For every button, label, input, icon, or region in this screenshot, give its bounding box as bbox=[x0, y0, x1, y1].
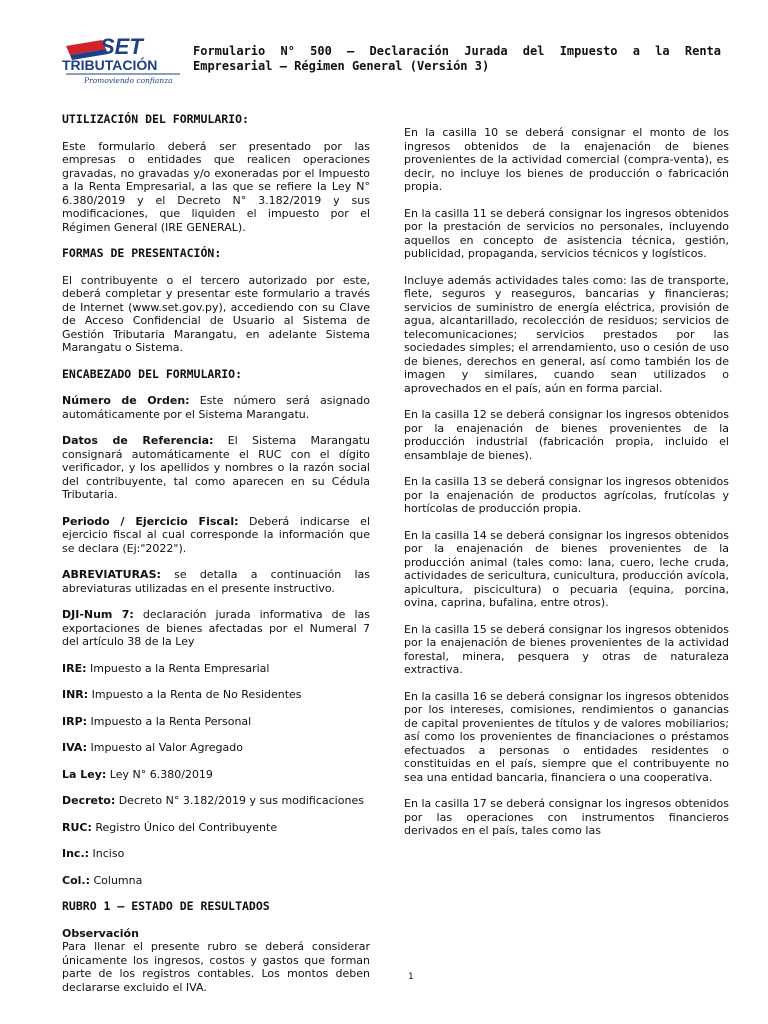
abbr-key: DJI-Num 7: bbox=[62, 608, 134, 621]
paragraph-incluye: Incluye además actividades tales como: las de transporte, flete, seguros y reaseguros, bancarias y financieras; servicios de suministro de energía eléctrica, provisión de agua, alcantarillado, recolección de residuos; servicios de telecomunicaciones; servicios prestados por las sociedades simples; el arrendamiento, uso o cesión de uso de bienes, derechos en general, así como también los de imagen y similares, cuando sean utilizados o aprovechados en el país, aún en forma parcial. bbox=[404, 273, 729, 395]
abbr-value: declaración jurada informativa de las exportaciones de bienes afectadas por el Numeral 7 del artículo 38 de la Ley bbox=[62, 608, 370, 648]
abbr-item bbox=[62, 608, 370, 649]
paragraph-casilla-13: En la casilla 13 se deberá consignar los ingresos obtenidos por la enajenación de productos agrícolas, frutícolas y hortícolas de producción propia. bbox=[404, 475, 729, 515]
abbr-value: Impuesto a la Renta Personal bbox=[87, 714, 252, 728]
label-abreviaturas: ABREVIATURAS: bbox=[62, 568, 161, 581]
paragraph-formas: El contribuyente o el tercero autorizado por este, deberá completar y presentar este formulario a través de Internet (www.set.gov.py), accediendo con su Clave de Acceso Confidencial de Usuario al Sistema de Gestión Tributaria Marangatu, en adelante Sistema Marangatu o Sistema. bbox=[62, 273, 370, 354]
label-datos-referencia: Datos de Referencia: bbox=[62, 434, 214, 447]
right-column bbox=[404, 126, 729, 851]
text-numero-orden: Este número será asignado automáticamente por el Sistema Marangatu. bbox=[62, 394, 370, 421]
abbr-key: RUC: bbox=[62, 820, 92, 834]
abbr-key: IRP: bbox=[62, 714, 88, 728]
heading-utilizacion: UTILIZACIÓN DEL FORMULARIO: bbox=[62, 112, 249, 126]
abbr-key: La Ley: bbox=[62, 767, 107, 781]
abbr-value: Impuesto a la Renta Empresarial bbox=[86, 661, 270, 675]
paragraph-abreviaturas bbox=[62, 568, 370, 595]
abbr-key: Col.: bbox=[62, 873, 90, 887]
heading-formas: FORMAS DE PRESENTACIÓN: bbox=[62, 246, 222, 260]
paragraph-casilla-16: En la casilla 16 se deberá consignar los ingresos obtenidos por los intereses, comisiones, rendimientos o ganancias de capital provenientes de títulos y de valores mobiliarios; así como los provenientes de financiaciones o préstamos efectuados a personas o entidades residentes o constituidas en el país, siempre que el contribuyente no sea una entidad bancaria, financiera o una cooperativa. bbox=[404, 689, 729, 784]
abbr-value: Ley N° 6.380/2019 bbox=[106, 767, 213, 781]
abbr-item bbox=[62, 662, 370, 676]
abbr-key: INR: bbox=[62, 688, 89, 701]
abbr-item bbox=[62, 847, 370, 861]
abbr-key: Inc.: bbox=[62, 847, 90, 860]
paragraph-datos-referencia bbox=[62, 434, 370, 502]
document-title: Formulario N° 500 – Declaración Jurada del Impuesto a la Renta Empresarial – Régimen General (Versión 3) bbox=[193, 44, 721, 73]
text-periodo: Deberá indicarse el ejercicio fiscal al cual corresponde la información que se declara (Ej:"2022"). bbox=[62, 514, 370, 555]
abbr-key: IRE: bbox=[62, 661, 87, 675]
abbr-value: Impuesto al Valor Agregado bbox=[86, 741, 243, 754]
logo-sub: TRIBUTACIÓN bbox=[62, 57, 158, 73]
paragraph-casilla-10: En la casilla 10 se deberá consignar el monto de los ingresos obtenidos de la enajenación de bienes provenientes de la actividad comercial (compra-venta), es decir, no incluye los bienes de producción o fabricación propia. bbox=[404, 126, 729, 193]
abbr-value: Decreto N° 3.182/2019 y sus modificaciones bbox=[115, 794, 364, 807]
heading-encabezado: ENCABEZADO DEL FORMULARIO: bbox=[62, 366, 243, 381]
paragraph-numero-orden bbox=[62, 394, 370, 421]
abbr-value: Inciso bbox=[89, 847, 125, 860]
abbreviation-list bbox=[62, 608, 370, 887]
paragraph-casilla-14: En la casilla 14 se deberá consignar los ingresos obtenidos por la enajenación de bienes provenientes de la producción animal (tales como: lana, cuero, leche cruda, actividades de sericultura, cunicultura, producción avícola, apicultura, piscicultura) o pecuaria (equina, porcina, ovina, caprina, bufalina, entre otros). bbox=[404, 528, 729, 609]
paragraph-casilla-11: En la casilla 11 se deberá consignar los ingresos obtenidos por la prestación de servicios no personales, incluyendo aquellos en concepto de asistencia técnica, gestión, publicidad, propaganda, servicios técnicos y logísticos. bbox=[404, 206, 729, 260]
abbr-item bbox=[62, 715, 370, 729]
heading-rubro-1: RUBRO 1 – ESTADO DE RESULTADOS bbox=[62, 899, 270, 913]
abbr-item bbox=[62, 821, 370, 835]
abbr-item bbox=[62, 741, 370, 755]
paragraph-periodo bbox=[62, 515, 370, 556]
text-abreviaturas: se detalla a continuación las abreviaturas utilizadas en el presente instructivo. bbox=[62, 568, 370, 595]
label-periodo: Periodo / Ejercicio Fiscal: bbox=[62, 514, 239, 528]
abbr-value: Impuesto a la Renta de No Residentes bbox=[88, 688, 302, 701]
text-datos-referencia: El Sistema Marangatu consignará automáticamente el RUC con el dígito verificador, y los apellidos y nombres o la razón social del contribuyente, tal como aparecen en su Cédula Tributaria. bbox=[62, 434, 370, 501]
logo-tagline: Promoviendo confianza bbox=[84, 76, 173, 85]
left-column bbox=[62, 113, 370, 1007]
logo-brand: SET bbox=[100, 36, 143, 59]
abbr-value: Registro Único del Contribuyente bbox=[91, 820, 278, 834]
label-observacion: Observación bbox=[62, 926, 139, 940]
paragraph-observacion: Para llenar el presente rubro se deberá considerar únicamente los ingresos, costos y gastos que forman parte de los registros contables. Los montos deben declararse excluido el IVA. bbox=[62, 940, 370, 994]
abbr-item bbox=[62, 874, 370, 888]
abbr-item bbox=[62, 688, 370, 702]
paragraph-casilla-17: En la casilla 17 se deberá consignar los ingresos obtenidos por las operaciones con instrumentos financieros derivados en el país, tales como las bbox=[404, 797, 729, 837]
abbr-key: IVA: bbox=[62, 741, 87, 754]
abbr-key: Decreto: bbox=[62, 794, 116, 807]
paragraph-casilla-15: En la casilla 15 se deberá consignar los ingresos obtenidos por la enajenación de bienes provenientes de la actividad forestal, minera, pesquera y otras de naturaleza extractiva. bbox=[404, 622, 729, 676]
page-number: 1 bbox=[408, 972, 414, 982]
abbr-value: Columna bbox=[89, 873, 143, 887]
abbr-item bbox=[62, 768, 370, 782]
paragraph-casilla-12: En la casilla 12 se deberá consignar los ingresos obtenidos por la enajenación de bienes provenientes de la producción industrial (fabricación propia, incluido el ensamblaje de bienes). bbox=[404, 408, 729, 462]
set-logo bbox=[62, 36, 182, 86]
paragraph-utilizacion: Este formulario deberá ser presentado por las empresas o entidades que realicen operaciones gravadas, no gravadas y/o exoneradas por el Impuesto a la Renta Empresarial, a las que se refiere la Ley N° 6.380/2019 y el Decreto N° 3.182/2019 y sus modificaciones, que liquiden el impuesto por el Régimen General (IRE GENERAL). bbox=[62, 139, 370, 234]
label-numero-orden: Número de Orden: bbox=[62, 394, 190, 407]
abbr-item bbox=[62, 794, 370, 808]
